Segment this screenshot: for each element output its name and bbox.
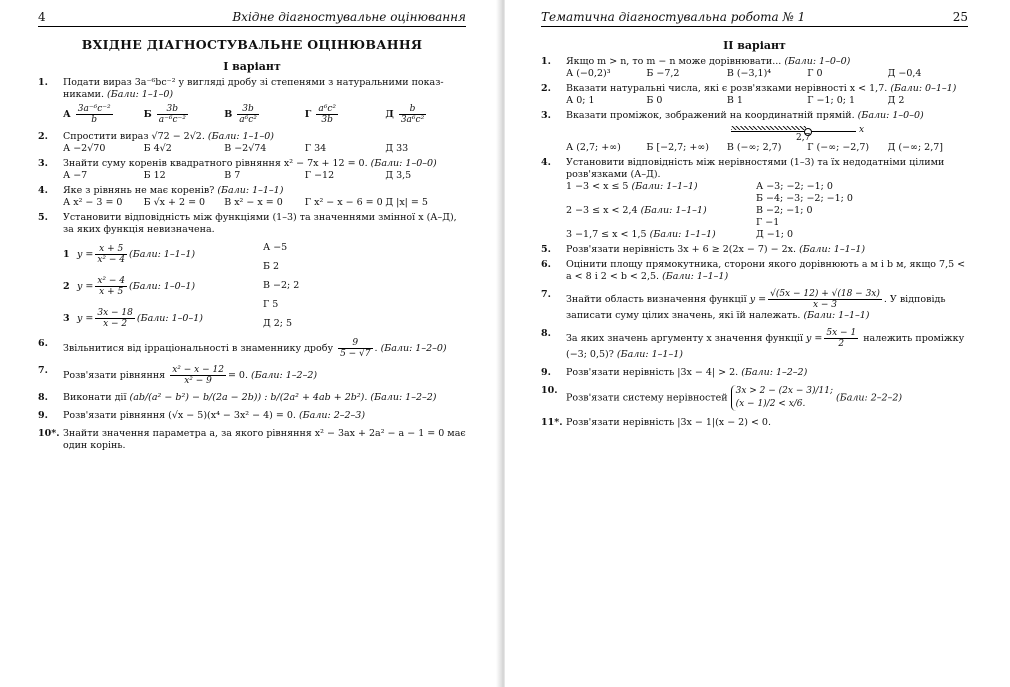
question-4-options: А x² − 3 = 0 Б √x + 2 = 0 В x² − x = 0 Г x² − x − 6 = 0 Д |x| = 5 xyxy=(63,197,428,208)
r-question-6: 6. Оцінити площу прямокутника, сторони якого дорівнюють a м і b м, якщо 7,5 < a < 8 і 2 < b < 2,5. (Бали: 1–1–1) xyxy=(541,259,966,282)
left-page-number: 4 xyxy=(38,10,46,24)
left-page xyxy=(0,0,500,687)
number-line-axis xyxy=(731,131,856,132)
question-4: 4. Яке з рівнянь не має коренів? (Бали: 1–1–1) xyxy=(38,185,284,196)
question-3: 3. Знайти суму коренів квадратного рівняння x² − 7x + 12 = 0. (Бали: 1–0–0) xyxy=(38,158,437,169)
system-brace: 3x > 2 − (2x − 3)/11; (x − 1)/2 < x/6. xyxy=(731,385,833,411)
question-10: 10*. Знайти значення параметра a, за якого рівняння x² − 3ax + 2a² − a − 1 = 0 має один корінь. xyxy=(38,428,466,451)
r-question-7: 7. Знайти область визначення функції y = $\frac{√(5x - 12) + √(18 - 3x)}{x - 3}$ . У відповідь записати суму цілих значень, які їй належать. (Бали: 1–1–1) xyxy=(541,289,946,321)
r-question-3-options: А (2,7; +∞) Б [−2,7; +∞) В (−∞; 2,7) Г (−∞; −2,7) Д (−∞; 2,7] xyxy=(566,142,943,153)
r-question-2: 2. Вказати натуральні числа, які є розв'язками нерівності x < 1,7. (Бали: 0–1–1) xyxy=(541,83,957,94)
right-page xyxy=(505,0,1010,687)
question-2: 2. Спростити вираз √72 − 2√2. (Бали: 1–1–0) xyxy=(38,131,274,142)
r-question-5: 5. Розв'язати нерівність 3x + 6 ≥ 2(2x − 7) − 2x. (Бали: 1–1–1) xyxy=(541,244,866,255)
right-running-head xyxy=(541,10,968,27)
question-5: 5. Установити відповідність між функціями (1–3) та значеннями змінної x (А–Д), за яких функція невизначена. xyxy=(38,212,457,235)
question-3-options: А −7 Б 12 В 7 Г −12 Д 3,5 xyxy=(63,170,412,181)
number-line-tick-label: 2,7 xyxy=(796,133,811,143)
question-9: 9. Розв'язати рівняння (√x − 5)(x⁴ − 3x² − 4) = 0. (Бали: 2–2–3) xyxy=(38,410,366,421)
right-running-title: Тематична діагностувальна робота № 1 xyxy=(541,10,806,24)
r-question-1: 1. Якщо m > n, то m − n може дорівнювати... (Бали: 1–0–0) xyxy=(541,56,851,67)
left-running-title: Вхідне діагностувальне оцінювання xyxy=(232,10,466,24)
page-title: ВХІДНЕ ДІАГНОСТУВАЛЬНЕ ОЦІНЮВАННЯ xyxy=(81,37,423,52)
question-1: 1. Подати вираз 3a⁻⁶bc⁻² у вигляді дробу зі степенями з натуральними показ-никами. (Бали: 1–1–0) xyxy=(38,77,444,100)
r-question-4-matching: 1 −3 < x ≤ 5 (Бали: 1–1–1) А −3; −2; −1; 0 Б −4; −3; −2; −1; 0 2 −3 ≤ x < 2,4 (Бали: 1–1–1) В −2; −1; 0 Г −1 3 −1,7 ≤ x < 1,5 (Бали: 1–1–1) Д −1; 0 xyxy=(566,181,853,240)
r-question-11: 11*. Розв'язати нерівність |3x − 1|(x − 2) < 0. xyxy=(541,417,771,428)
question-7: 7. Розв'язати рівняння $\frac{\text{x² − x − 12}}{\text{x² − 9}}$ = 0. (Бали: 1–2–2) xyxy=(38,365,318,386)
number-line xyxy=(731,122,871,142)
left-running-head xyxy=(38,10,466,27)
question-6: 6. Звільнитися від ірраціональності в знаменнику дробу $\frac{9}{5 - √7}$ . (Бали: 1–2–0) xyxy=(38,338,447,359)
r-question-4: 4. Установити відповідність між нерівностями (1–3) та їх недодатніми цілими розв'язками (А–Д). xyxy=(541,157,945,180)
variant-title-1: І варіант xyxy=(223,60,281,73)
question-8: 8. Виконати дії (ab/(a² − b²) − b/(2a − 2b)) : b/(2a² + 4ab + 2b²). (Бали: 1–2–2) xyxy=(38,392,437,403)
r-question-1-options: А (−0,2)³ Б −7,2 В (−3,1)⁴ Г 0 Д −0,4 xyxy=(566,68,922,79)
question-1-options: А $\frac{\text{3a⁻⁶c⁻²}}{b}$ Б $\frac{3b}{\text{a⁻⁶c⁻²}}$ В $\frac{3b}{\text{a⁶c²}}$ Г $\frac{\text{a⁶c²}}{3b}$ Д $\frac{b}{\text{3a⁶c²}}$ xyxy=(63,104,425,125)
r-question-2-options: А 0; 1 Б 0 В 1 Г −1; 0; 1 Д 2 xyxy=(566,95,905,106)
number-line-axis-label: x xyxy=(859,125,865,135)
variant-title-2: ІІ варіант xyxy=(723,39,786,52)
question-5-matching: 1 y = $\frac{x + 5}{\text{x² − 4}}$ (Бали: 1–1–1) 2 y = $\frac{\text{x² − 4}}{x + 5}$ (Бали: 1–0–1) 3 y = $\frac{3x - 18}{x - 2}$ (Бали: 1–0–1) А −5 Б 2 В −2; 2 Г 5 Д 2; 5 xyxy=(63,242,300,329)
question-2-options: А −2√70 Б 4√2 В −2√74 Г 34 Д 33 xyxy=(63,143,409,154)
r-question-10: 10. Розв'язати систему нерівностей 3x > 2 − (2x − 3)/11; (x − 1)/2 < x/6. (Бали: 2–2–2) xyxy=(541,385,903,409)
right-page-number: 25 xyxy=(952,10,968,24)
number-line-shading xyxy=(731,126,806,130)
r-question-8: 8. За яких значень аргументу x значення функції y = $\frac{5x - 1}{2}$ належить проміжку (−3; 0,5)? (Бали: 1–1–1) xyxy=(541,328,965,360)
r-question-9: 9. Розв'язати нерівність |3x − 4| > 2. (Бали: 1–2–2) xyxy=(541,367,808,378)
r-question-3: 3. Вказати проміжок, зображений на координатній прямій. (Бали: 1–0–0) xyxy=(541,110,924,121)
